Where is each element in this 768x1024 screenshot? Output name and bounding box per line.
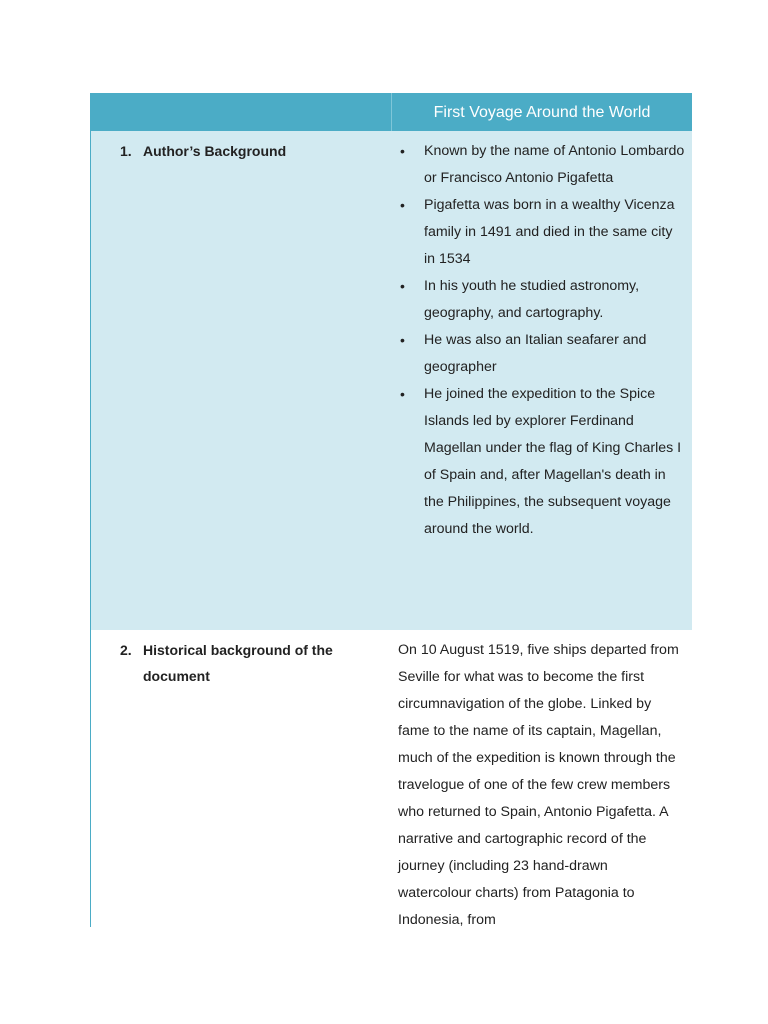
row-label-cell <box>91 630 391 927</box>
row-label: Author’s Background <box>143 143 287 159</box>
header-cell-empty <box>91 93 392 131</box>
bullet-item: • He was also an Italian seafarer and geographer <box>397 327 686 381</box>
table-header <box>91 93 692 131</box>
row-number: 2. <box>120 642 132 658</box>
paragraph: On 10 August 1519, five ships departed from Seville for what was to become the first circumnavigation of the globe. Linked by fame to the name of its captain, Magellan, much of the expedition is known through the travelogue of one of the few crew members who returned to Spain, Antonio Pigafetta. A narrative and cartographic record of the journey (including 23 hand-drawn watercolour charts) from Patagonia to Indonesia, from <box>398 642 679 927</box>
row-content-cell <box>391 630 692 927</box>
table-row-historical-background <box>91 630 692 927</box>
bullet-item: • He joined the expedition to the Spice Islands led by explorer Ferdinand Magellan under the flag of King Charles I of Spain and, after Magellan's death in the Philippines, the subsequent voyage around the world. <box>397 381 686 543</box>
header-title: First Voyage Around the World <box>433 103 651 121</box>
row-content-cell <box>391 131 692 630</box>
document-table <box>90 93 692 927</box>
bullet-item: • In his youth he studied astronomy, geography, and cartography. <box>397 273 686 327</box>
table-row-authors-background <box>91 131 692 630</box>
row-number: 1. <box>120 143 132 159</box>
row-label: Historical background of the document <box>143 642 333 684</box>
bullet-item: • Known by the name of Antonio Lombardo or Francisco Antonio Pigafetta <box>397 138 686 192</box>
bullet-item: • Pigafetta was born in a wealthy Vicenza family in 1491 and died in the same city in 1534 <box>397 192 686 273</box>
bullet-list <box>397 138 686 543</box>
row-label-cell <box>91 131 391 630</box>
